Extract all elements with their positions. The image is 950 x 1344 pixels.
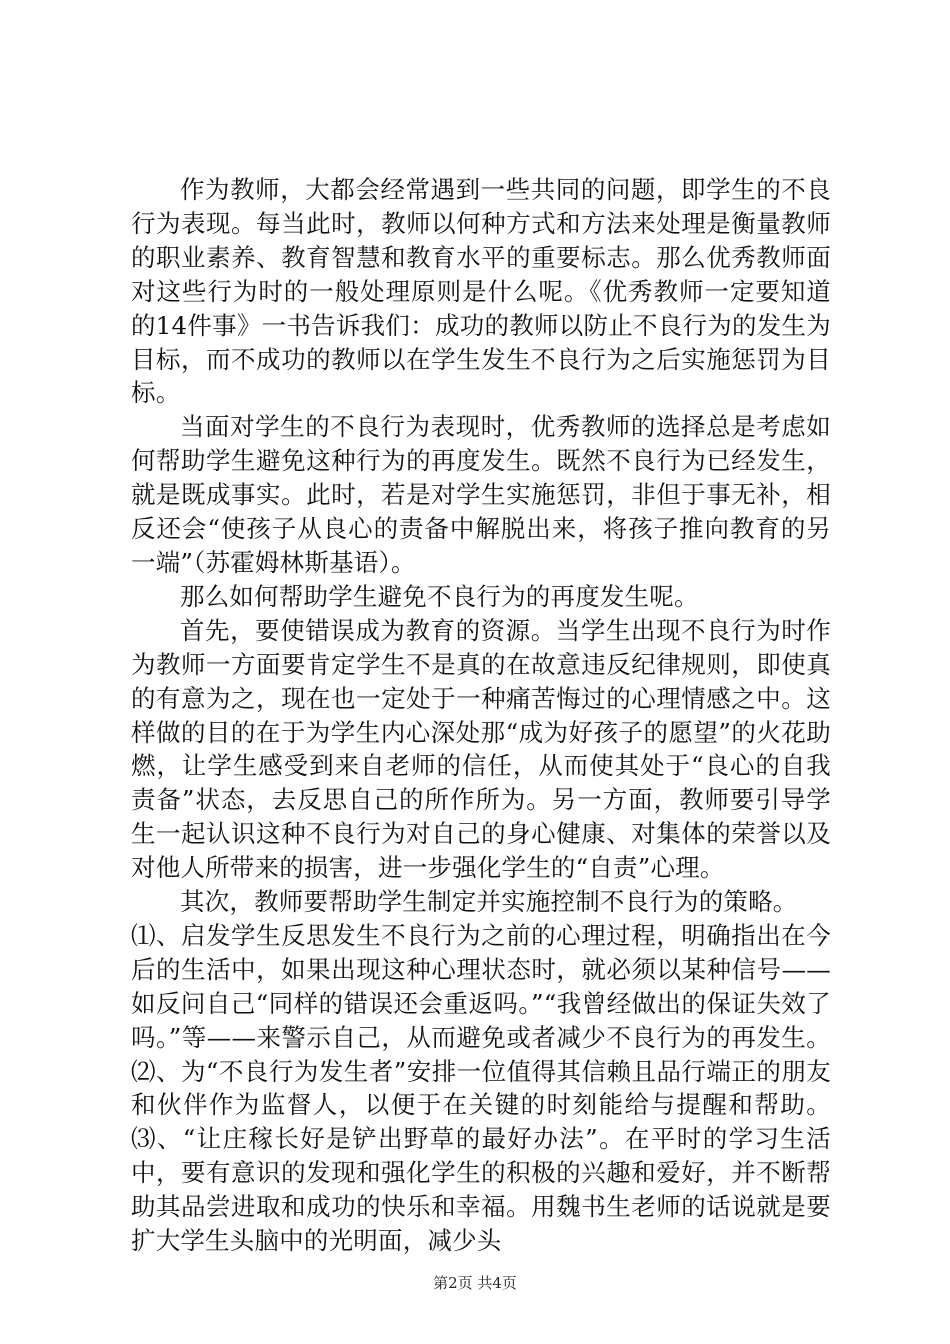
paragraph-3: 那么如何帮助学生避免不良行为的再度发生呢。 (180, 581, 699, 611)
paragraph-4: 首先，要使错误成为教育的资源。当学生出现不良行为时作为教师一方面要肯定学生不是真的在故意违反纪律规则，即使真的有意为之，现在也一定处于一种痛苦悔过的心理情感之中。这样做的目的在于为学生内心深处那“成为好孩子的愿望”的火花助燃，让学生感受到来自老师的信任，从而使其处于“良心的自我责备”状态，去反思自己的所作所为。另一方面，教师要引导学生一起认识这种不良行为对自己的身心健康、对集体的荣誉以及对他人所带来的损害，进一步强化学生的“自责”心理。 (131, 615, 831, 883)
paragraph-5: 其次，教师要帮助学生制定并实施控制不良行为的策略。 (180, 887, 798, 917)
document-body (131, 173, 831, 1258)
page-number-footer: 第2页 共4页 (433, 1274, 517, 1292)
paragraph-2: 当面对学生的不良行为表现时，优秀教师的选择总是考虑如何帮助学生避免这种行为的再度发生。既然不良行为已经发生，就是既成事实。此时，若是对学生实施惩罚，非但于事无补，相反还会“使孩子从良心的责备中解脱出来，将孩子推向教育的另一端”（苏霍姆林斯基语）。 (131, 412, 831, 577)
paragraph-1: 作为教师，大都会经常遇到一些共同的问题，即学生的不良行为表现。每当此时，教师以何种方式和方法来处理是衡量教师的职业素养、教育智慧和教育水平的重要标志。那么优秀教师面对这些行为时的一般处理原则是什么呢。《优秀教师一定要知道的14件事》一书告诉我们：成功的教师以防止不良行为的发生为目标，而不成功的教师以在学生发生不良行为之后实施惩罚为目标。 (131, 175, 831, 408)
paragraph-6: ⑴、启发学生反思发生不良行为之前的心理过程，明确指出在今后的生活中，如果出现这种心理状态时，就必须以某种信号——如反问自己“同样的错误还会重返吗。”“我曾经做出的保证失效了吗。”等——来警示自己，从而避免或者减少不良行为的再发生。⑵、为“不良行为发生者”安排一位值得其信赖且品行端正的朋友和伙伴作为监督人，以便于在关键的时刻能给与提醒和帮助。⑶、“让庄稼长好是铲出野草的最好办法”。在平时的学习生活中，要有意识的发现和强化学生的积极的兴趣和爱好，并不断帮助其品尝进取和成功的快乐和幸福。用魏书生老师的话说就是要扩大学生头脑中的光明面，减少头 (131, 920, 831, 1256)
